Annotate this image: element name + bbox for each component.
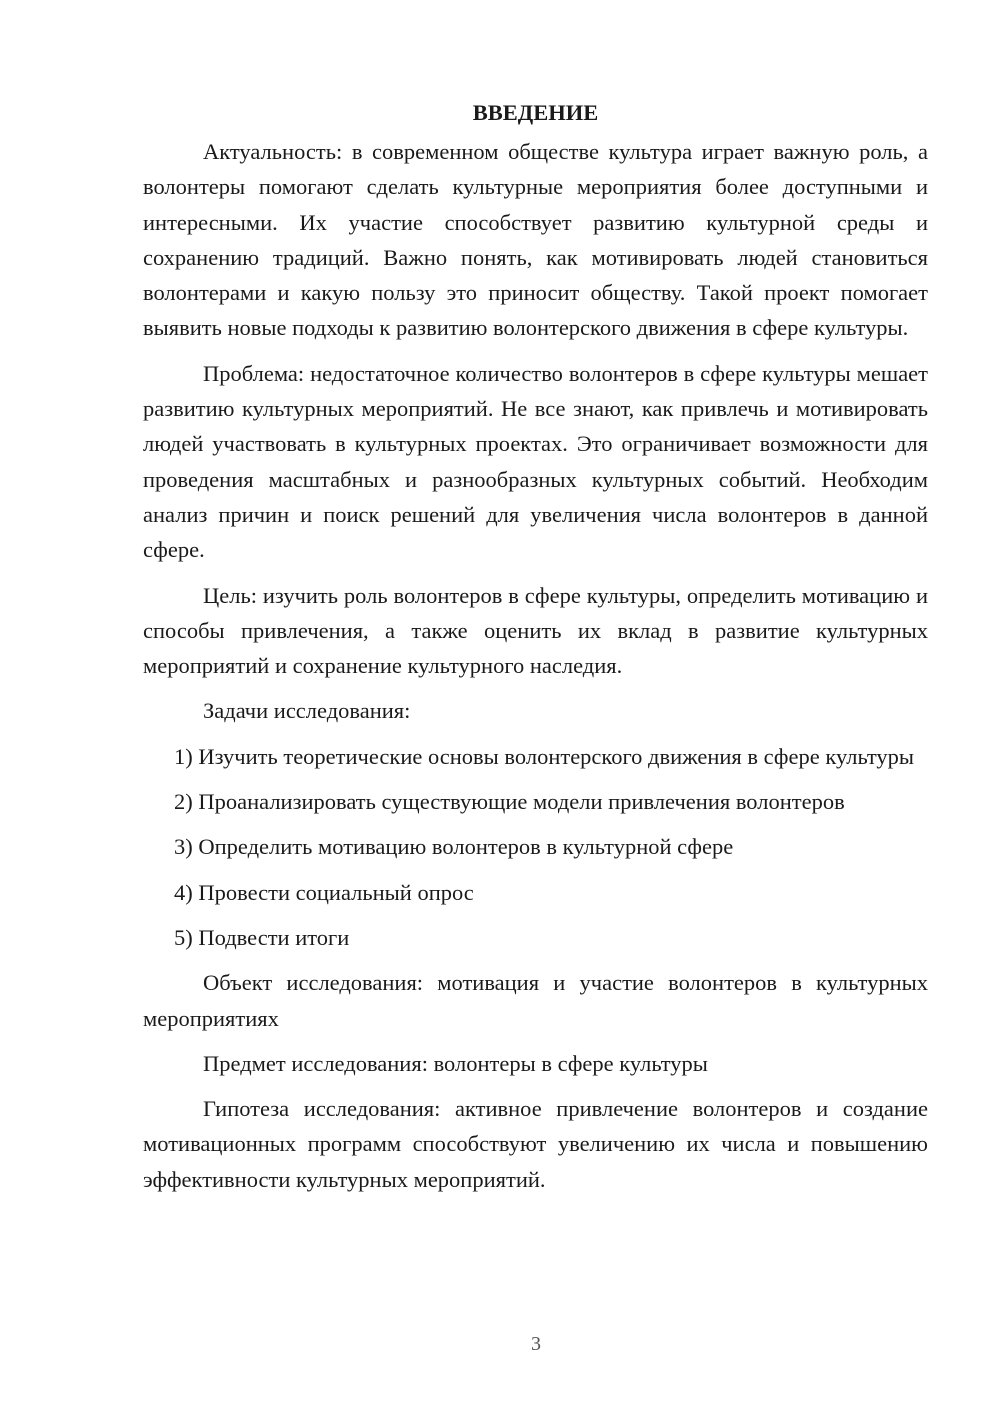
- paragraph-problem: Проблема: недостаточное количество волонтеров в сфере культуры мешает развитию культурных мероприятий. Не все знают, как привлечь и мотивировать людей участвовать в культурных проектах. Это ограничивает возможности для проведения масштабных и разнообразных культурных событий. Необходим анализ причин и поиск решений для увеличения числа волонтеров в данной сфере.: [143, 360, 928, 563]
- paragraph-relevance: Актуальность: в современном обществе культура играет важную роль, а волонтеры помогают сделать культурные мероприятия более доступными и интересными. Их участие способствует развитию культурной среды и сохранению традиций. Важно понять, как мотивировать людей становиться волонтерами и какую пользу это приносит обществу. Такой проект помогает выявить новые подходы к развитию волонтерского движения в сфере культуры.: [143, 139, 928, 341]
- paragraph-subject: Предмет исследования: волонтеры в сфере культуры: [203, 1050, 708, 1076]
- task-item-4: 4) Провести социальный опрос: [174, 879, 474, 905]
- section-title: ВВЕДЕНИЕ: [472, 100, 599, 125]
- task-item-2: 2) Проанализировать существующие модели привлечения волонтеров: [174, 789, 845, 815]
- task-item-5: 5) Подвести итоги: [174, 924, 350, 950]
- page-content: [143, 95, 928, 1207]
- paragraph-object: Объект исследования: мотивация и участие волонтеров в культурных мероприятиях: [143, 970, 928, 1031]
- tasks-heading: Задачи исследования:: [203, 698, 411, 724]
- paragraph-goal: Цель: изучить роль волонтеров в сфере культуры, определить мотивацию и способы привлечения, а также оценить их вклад в развитие культурных мероприятий и сохранение культурного наследия.: [143, 582, 928, 679]
- page-number: 3: [531, 1333, 541, 1355]
- task-item-1: 1) Изучить теоретические основы волонтерского движения в сфере культуры: [174, 743, 915, 769]
- task-item-3: 3) Определить мотивацию волонтеров в культурной сфере: [174, 834, 734, 860]
- paragraph-hypothesis: Гипотеза исследования: активное привлечение волонтеров и создание мотивационных программ способствуют увеличению их числа и повышению эффективности культурных мероприятий.: [143, 1096, 928, 1192]
